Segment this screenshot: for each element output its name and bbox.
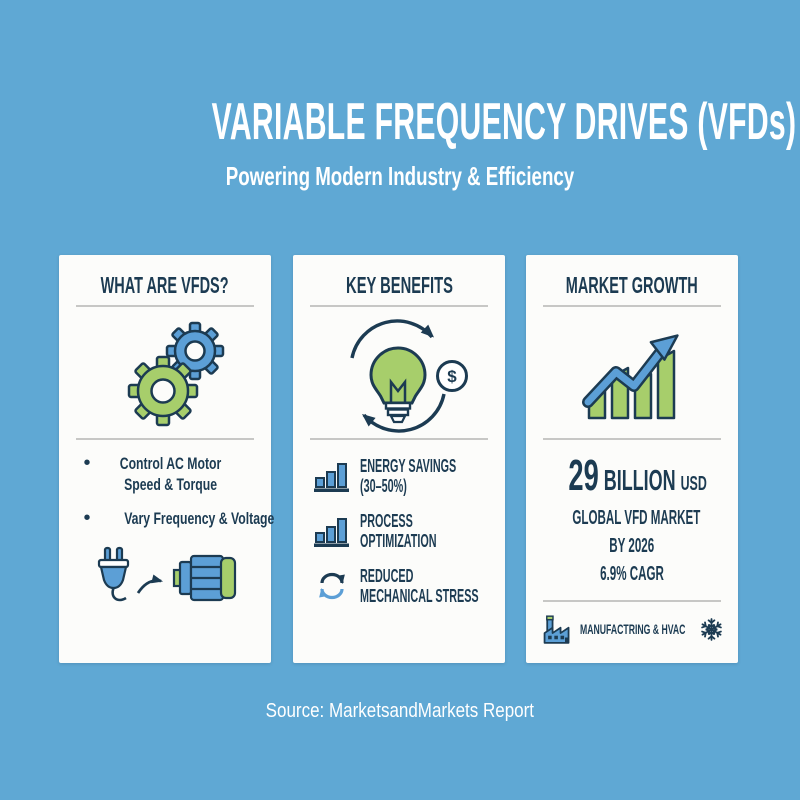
sector-label-text: MANUFACTRING & HVAC [579,621,685,637]
plug-to-motor-icon [59,546,271,615]
bullet-text-line: Control AC Motor [119,454,222,473]
bullet-text-line: Vary Frequency & Voltage [123,509,274,528]
page-subtitle: Powering Modern Industry & Efficiency [225,161,575,191]
stat-currency: USD [680,473,707,495]
stat-line-year: BY 2026 [609,535,655,557]
stat-unit: BILLION [603,465,676,497]
sector-row [526,613,738,646]
source-credit: Source: MarketsandMarkets Report [265,700,535,722]
list-item [83,507,274,529]
bar-chart-icon [314,516,350,547]
list-item [314,456,505,496]
list-item [314,511,505,551]
list-item [83,453,246,495]
divider [310,438,488,440]
gears-icon [59,307,271,438]
divider [543,600,721,602]
benefits-list [293,456,505,606]
card-market-growth [526,255,738,663]
divider [76,438,254,440]
bullet-text-line: Speed & Torque [124,475,217,494]
benefit-label-line: REDUCED [360,566,414,586]
market-stat [526,452,738,500]
benefit-label-line: PROCESS [360,511,413,531]
list-item [314,566,505,606]
bullet-icon: • [83,507,91,529]
factory-icon [541,613,573,646]
card-what-are-vfds [59,255,274,663]
card-key-benefits [293,255,505,663]
lightbulb-energy-cycle-dollar-icon [293,307,505,438]
bar-chart-icon [314,461,350,492]
cycle-arrows-icon [314,571,350,601]
stat-line-market: GLOBAL VFD MARKET [572,507,701,529]
divider [543,438,721,440]
header [0,93,800,191]
stat-line-cagr: 6.9% CAGR [600,563,664,585]
benefit-label-line: MECHANICAL STRESS [360,586,479,606]
benefit-label-line: ENERGY SAVINGS [360,456,457,476]
benefit-label-line: (30–50%) [360,476,407,496]
benefit-label-line: OPTIMIZATION [360,531,437,551]
card-benefits-heading: KEY BENEFITS [345,272,453,298]
svg-text:$: $ [447,366,457,386]
stat-value: 29 [568,451,599,500]
snowflake-icon [699,617,724,642]
card-what-heading: WHAT ARE VFDS? [101,272,229,298]
vfd-bullet-list [59,452,274,529]
bullet-icon: • [83,452,91,474]
growth-arrow-bars-icon [526,307,738,438]
card-market-heading: MARKET GROWTH [565,272,699,298]
page-title: VARIABLE FREQUENCY DRIVES (VFDs) [211,93,797,151]
